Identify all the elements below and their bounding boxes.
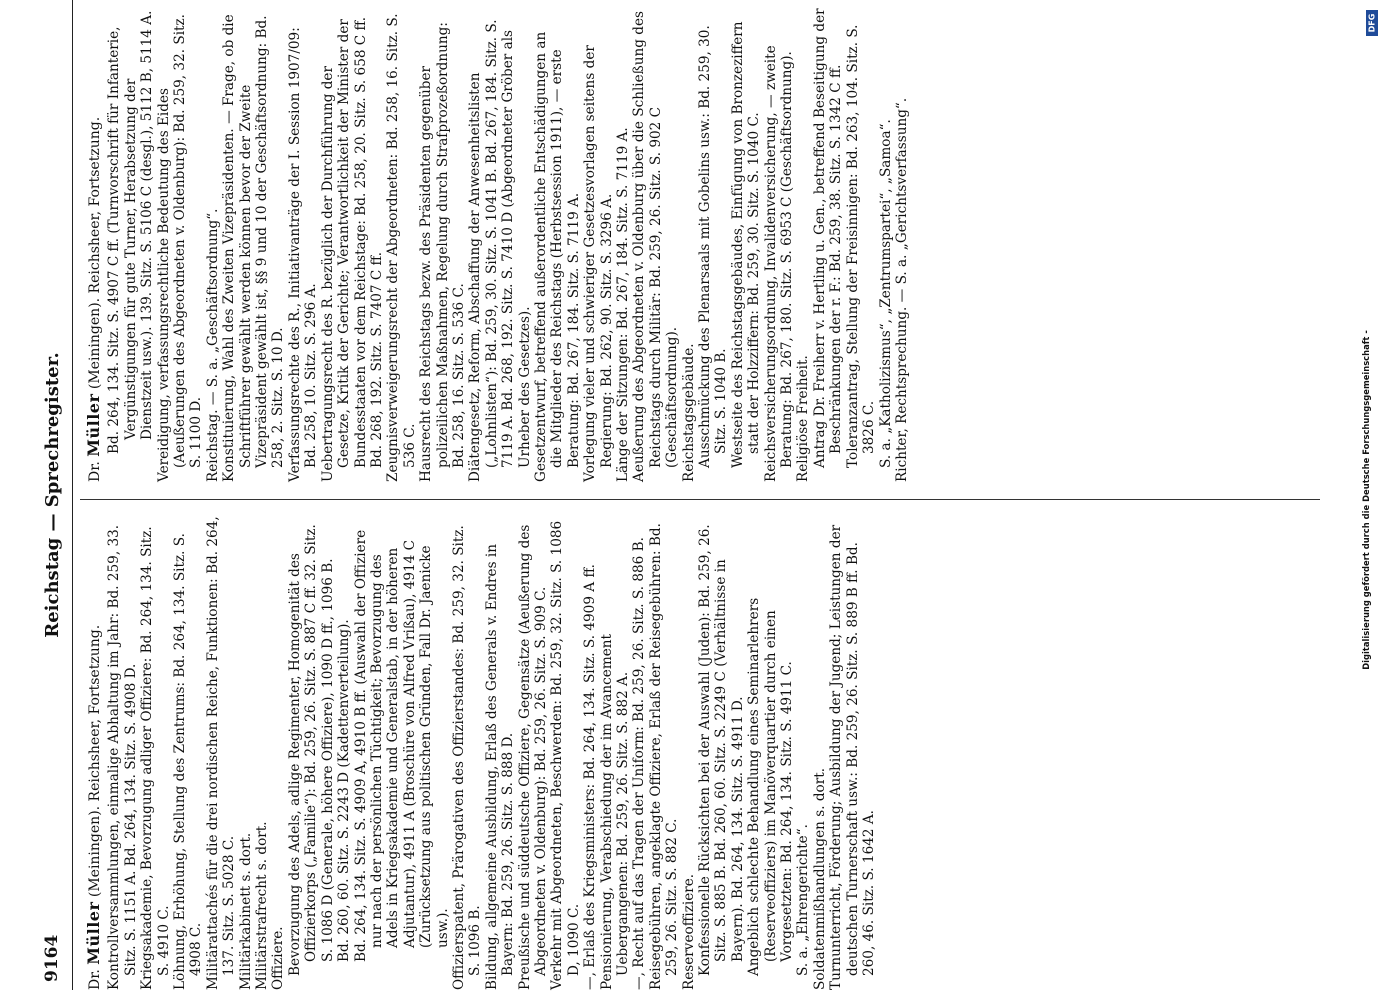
list-item: Uebertragungsrecht des R. bezüglich der Durchführung der Gesetze, Kritik der Gerichte; Verantwortlichkeit der Minister der Bundesstaaten vor dem Reichstage: Bd. 258, 20. Sitz. S. 658 C ff. Bd. 268, 192. Sitz. S. 7407 C ff. — [319, 16, 385, 482]
left-heading-rest: (Meiningen). Reichsheer, Fortsetzung. — [87, 624, 103, 898]
list-item: Konstituierung, Wahl des Zweiten Vizepräsidenten. — Frage, ob die Schriftführer gewählt werden können bevor der Zweite Vizepräsident gewählt ist, §§ 9 und 10 der Geschäftsordnung: Bd. 258, 2. Sitz. S. 10 D. — [221, 14, 287, 482]
list-item: Angeblich schlechte Behandlung eines Seminarlehrers (Reserveoffiziers) im Manöverquartier durch einen Vorgesetzten: Bd. 264, 134. Sitz. S. 4911 C. — [746, 597, 796, 976]
section-heading: Reichstagsgebäude. — [680, 343, 697, 482]
right-column-heading — [86, 8, 103, 482]
section-heading: Reichstag. — S. a. „Geschäftsordnung“. — [204, 208, 221, 482]
list-item: Bevorzugung des Adels, adlige Regimenter, Homogenität des Offizierkorps („Familie“): Bd. 259, 26. Sitz. S. 887 C ff. 32. Sitz. S. 1086 D (Generale, höhere Offiziere), 1090 D ff., 1096 B. — [286, 524, 336, 976]
list-item: Verfassungsrechte des R., Initiativanträge der I. Session 1907/09: Bd. 258, 10. Sitz. S. 296 A. — [286, 27, 320, 482]
list-item: Konfessionelle Rücksichten bei der Auswahl (Juden): Bd. 259, 26. Sitz. S. 885 B. Bd. 260, 60. Sitz. S. 2249 C (Verhältnisse in Bayern). Bd. 264, 134. Sitz. S. 4911 D. — [697, 524, 746, 976]
list-item: Preußische und süddeutsche Offiziere, Gegensätze (Aeußerung des Abgeordneten v. Oldenburg): Bd. 259, 26. Sitz. S. 909 C. — [516, 524, 549, 990]
list-item: S. a. „Katholizismus“, „Zentrumspartei“, „Samoa“. — [877, 119, 894, 468]
list-item: Westseite des Reichstagsgebäudes, Einfügung von Bronzeziffern statt der Holzziffern: Bd. 259, 30. Sitz. S. 1040 C. — [729, 21, 763, 468]
list-item: Militärstrafrecht s. dort. — [254, 821, 271, 990]
dfg-logo-text: DFG — [1367, 13, 1377, 33]
page-title: Reichstag — Sprechregister. — [42, 352, 63, 638]
list-item: Vorlegung vieler und schwieriger Gesetzesvorlagen seitens der Regierung: Bd. 262, 90. Sitz. S. 3296 A. — [582, 45, 615, 482]
list-item: Kriegsakademie, Bevorzugung adliger Offiziere: Bd. 264, 134. Sitz. S. 4910 C. — [139, 526, 172, 990]
list-item: Gesetzentwurf, betreffend außerordentliche Entschädigungen an die Mitglieder des Reichstags (Herbstsession 1911), — erste Beratung: Bd. 267, 184. Sitz. S. 7119 A. — [532, 31, 582, 482]
list-item: Soldatenmißhandlungen s. dort. — [811, 767, 828, 990]
list-item: Antrag Dr. Freiherr v. Hertling u. Gen., betreffend Beseitigung der Beschränkungen der r. F.: Bd. 259, 38. Sitz. S. 1342 C ff. — [811, 8, 845, 468]
list-item: Hausrecht des Reichstags bezw. des Präsidenten gegenüber polizeilichen Maßnahmen, Regelung durch Strafprozeßordnung: Bd. 258, 16. Sitz. S. 536 C. — [418, 22, 467, 482]
list-item: S. a. „Ehrengerichte“. — [795, 824, 812, 976]
list-item: Pensionierung, Verabschiedung der im Avancement Uebergangenen: Bd. 259, 26. Sitz. S. 882 A. — [598, 634, 631, 990]
header-rule — [72, 0, 73, 990]
list-item: Vereidigung, verfassungsrechtliche Bedeutung des Eides (Aeußerungen des Abgeordneten v. Oldenburg): Bd. 259, 32. Sitz. S. 1100 D. — [155, 14, 205, 482]
list-item: Reichsversicherungsordnung, Invalidenversicherung, — zweite Beratung: Bd. 267, 180. Sitz. S. 6953 C (Geschäftsordnung). — [762, 45, 796, 482]
list-item: Bd. 264, 134. Sitz. S. 4909 A, 4910 B ff. (Auswahl der Offiziere nur nach der persönlichen Tüchtigkeit; Bevorzugung des Adels in Kriegsakademie und Generalstab, in der höheren Adjutantur), 4911 A (Broschüre von Alfred Vrißau), 4914 C (Zurücksetzung aus politischen Gründen, Fall Dr. Jaenicke usw.). — [352, 529, 451, 962]
section-heading: Offiziere. — [270, 926, 287, 990]
right-heading-rest: (Meiningen). Reichsheer, Fortsetzung. — [87, 116, 103, 390]
list-item: Turnunterricht, Förderung; Ausbildung der Jugend; Leistungen der deutschen Turnerschaft usw.: Bd. 259, 26. Sitz. S. 889 B ff. Bd. 260, 46. Sitz. S. 1642 A. — [828, 524, 878, 990]
list-item: Länge der Sitzungen: Bd. 267, 184. Sitz. S. 7119 A. — [615, 127, 631, 482]
left-column — [86, 516, 878, 990]
list-item: Löhnung, Erhöhung, Stellung des Zentrums: Bd. 264, 134. Sitz. S. 4908 C. — [172, 533, 205, 990]
list-item: Kontrollversammlungen, einmalige Abhaltung im Jahr: Bd. 259, 33. Sitz. S. 1151 A. Bd. 264, 134. Sitz. S. 4908 D. — [106, 524, 139, 990]
list-item: Aeußerung des Abgeordneten v. Oldenburg über die Schließung des Reichstags durch Militär: Bd. 259, 26. Sitz. S. 902 C (Geschäftsordnung). — [631, 10, 681, 482]
list-item: Offizierspatent, Prärogativen des Offizierstandes: Bd. 259, 32. Sitz. S. 1096 B. — [450, 525, 484, 990]
left-column-heading — [86, 516, 103, 990]
column-divider — [80, 499, 1320, 500]
dfg-logo — [1366, 10, 1378, 36]
rotated-document-page — [20, 0, 1350, 990]
list-item: Bildung, allgemeine Ausbildung, Erlaß des Generals v. Endres in Bayern: Bd. 259, 26. Sitz. S. 888 D. — [483, 544, 517, 990]
list-item: Militärattachés für die drei nordischen Reiche, Funktionen: Bd. 264, 137. Sitz. S. 5028 C. — [204, 516, 238, 990]
list-item: —, Erlaß des Kriegsministers: Bd. 264, 134. Sitz. S. 4909 A ff. — [582, 564, 599, 990]
list-item: Richter, Rechtsprechung. — S. a. „Gerichtsverfassung“. — [893, 97, 910, 482]
right-heading-name: Müller — [84, 393, 103, 457]
page-number: 9164 — [42, 934, 62, 982]
list-item: Toleranzantrag, Stellung der Freisinnigen: Bd. 263, 104. Sitz. S. 3826 C. — [844, 24, 878, 468]
section-heading: Religiöse Freiheit. — [795, 355, 812, 482]
right-heading-prefix: Dr. — [87, 461, 103, 482]
left-heading-name: Müller — [84, 901, 103, 965]
list-item: Zeugnisverweigerungsrecht der Abgeordneten: Bd. 258, 16. Sitz. S. 536 C. — [385, 13, 418, 482]
list-item: Bd. 264, 134. Sitz. S. 4907 C ff. (Turnvorschrift für Infanterie, Vergünstigungen für gute Turner, Herabsetzung der Dienstzeit usw.). 139. Sitz. S. 5106 C (desgl.), 5112 B, 5114 A. — [106, 10, 156, 454]
left-heading-prefix: Dr. — [87, 969, 103, 990]
running-header — [40, 0, 70, 990]
list-item: Bd. 260, 60. Sitz. S. 2243 D (Kadettenverteilung). — [336, 619, 353, 962]
list-item: Reisegebühren, angeklagte Offiziere, Erlaß der Reisegebühren: Bd. 259, 26. Sitz. S. 882 C. — [647, 523, 681, 990]
right-column — [86, 8, 910, 482]
list-item: Ausschmückung des Plenarsaals mit Gobelins usw.: Bd. 259, 30. Sitz. S. 1040 B. — [697, 25, 730, 468]
digitization-note-text: Digitalisierung gefördert durch die Deutsche Forschungsgemeinschaft - — [1361, 330, 1371, 670]
list-item: Verkehr mit Abgeordneten, Beschwerden: Bd. 259, 32. Sitz. S. 1086 D, 1090 C. — [549, 520, 582, 990]
list-item: —, Recht auf das Tragen der Uniform: Bd. 259, 26. Sitz. S. 886 B. — [631, 537, 648, 990]
list-item: Militärkabinett s. dort. — [237, 832, 254, 990]
section-heading: Reserveoffiziere. — [680, 873, 697, 990]
list-item: Diätengesetz, Reform, Abschaffung der Anwesenheitslisten („Lohnlisten“): Bd. 259, 30. Sitz. S. 1041 B. Bd. 267, 184. Sitz. S. 7119 A. Bd. 268, 192. Sitz. S. 7410 D (Abgeordneter Gröber als Urheber des Gesetzes). — [467, 19, 533, 482]
